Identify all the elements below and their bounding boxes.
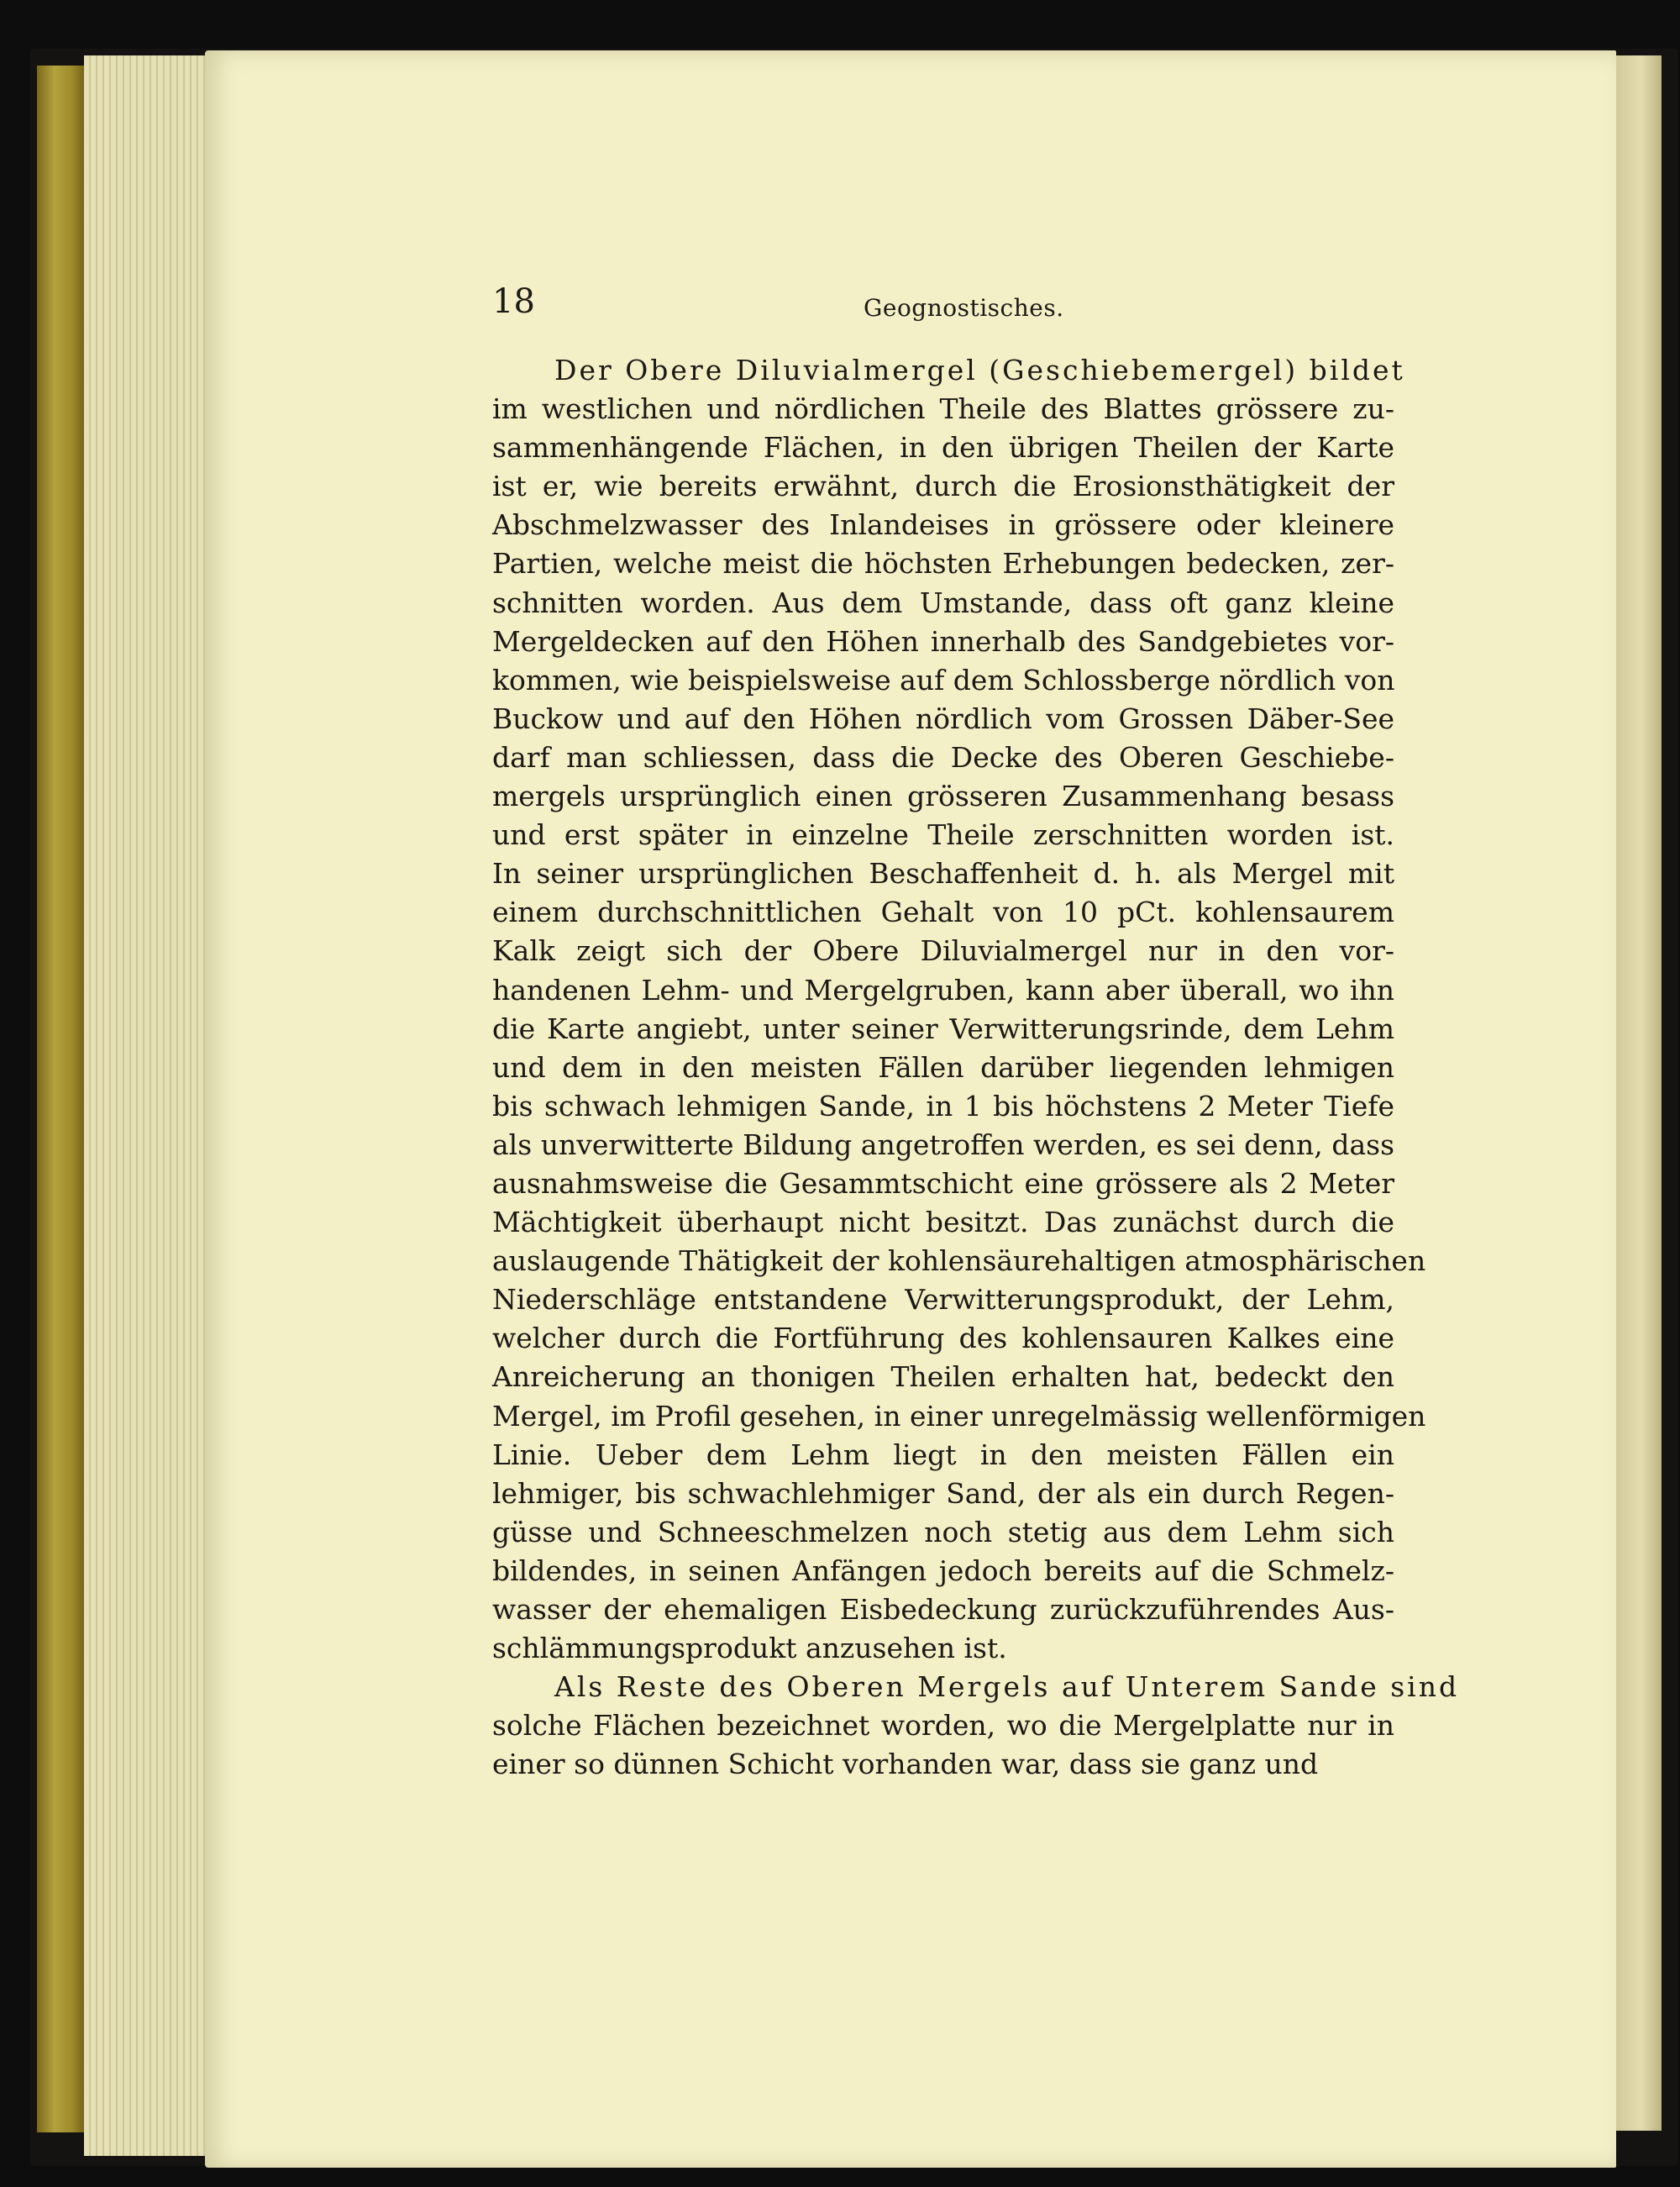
text-line: Anreicherung an thonigen Theilen erhalten hat, bedeckt den: [492, 1360, 1394, 1394]
text-line: einem durchschnittlichen Gehalt von 10 pCt. kohlensaurem: [492, 896, 1394, 929]
body-text: [492, 351, 1460, 1784]
page-number: 18: [492, 282, 535, 321]
paragraph-2: [492, 1668, 1460, 1784]
text-line: wasser der ehemaligen Eisbedeckung zurückzuführendes Aus-: [492, 1593, 1394, 1626]
page-stack: [84, 55, 210, 2156]
running-head-title: Geognostisches.: [864, 294, 1064, 322]
text-line: mergels ursprünglich einen grösseren Zusammenhang besass: [492, 780, 1394, 813]
text-line: darf man schliessen, dass die Decke des Oberen Geschiebe-: [492, 740, 1394, 774]
text-line: einer so dünnen Schicht vorhanden war, dass sie ganz und: [492, 1748, 1319, 1781]
text-line: Linie. Ueber dem Lehm liegt in den meisten Fällen ein: [492, 1438, 1394, 1471]
text-line: bildendes, in seinen Anfängen jedoch bereits auf die Schmelz-: [492, 1554, 1394, 1587]
gilt-page-edge: [37, 66, 87, 2132]
text-line: Als Reste des Oberen Mergels auf Unterem Sande sind: [554, 1670, 1460, 1704]
text-line: Der Obere Diluvialmergel (Geschiebemergel) bildet: [554, 354, 1405, 386]
text-line: Abschmelzwasser des Inlandeises in grössere oder kleinere: [492, 508, 1394, 542]
running-head: [492, 282, 1391, 333]
text-line: welcher durch die Fortführung des kohlensauren Kalkes eine: [492, 1322, 1394, 1355]
text-line: solche Flächen bezeichnet worden, wo die Mergelplatte nur in: [492, 1709, 1394, 1743]
text-line: Partien, welche meist die höchsten Erhebungen bedecken, zer-: [492, 547, 1394, 581]
text-line: sammenhängende Flächen, in den übrigen Theilen der Karte: [492, 431, 1394, 465]
text-line: im westlichen und nördlichen Theile des Blattes grössere zu-: [492, 392, 1394, 426]
text-line: güsse und Schneeschmelzen noch stetig aus dem Lehm sich: [492, 1515, 1394, 1548]
text-line: Niederschläge entstandene Verwitterungsprodukt, der Lehm,: [492, 1283, 1394, 1317]
text-line: kommen, wie beispielsweise auf dem Schlossberge nördlich von: [492, 663, 1395, 697]
text-line: bis schwach lehmigen Sande, in 1 bis höchstens 2 Meter Tiefe: [492, 1089, 1394, 1122]
text-line: und erst später in einzelne Theile zerschnitten worden ist.: [492, 818, 1394, 852]
adjacent-page-edge: [1611, 55, 1662, 2131]
text-line: schlämmungsprodukt anzusehen ist.: [492, 1632, 1007, 1665]
paragraph-1: [492, 351, 1426, 1668]
text-line: die Karte angiebt, unter seiner Verwitterungsrinde, dem Lehm: [492, 1012, 1394, 1045]
text-line: Mergel, im Profil gesehen, in einer unregelmässig wellenförmigen: [492, 1399, 1426, 1433]
text-line: In seiner ursprünglichen Beschaffenheit d. h. als Mergel mit: [492, 857, 1394, 891]
text-line: lehmiger, bis schwachlehmiger Sand, der als ein durch Regen-: [492, 1476, 1394, 1510]
text-line: Buckow und auf den Höhen nördlich vom Grossen Däber-See: [492, 702, 1394, 735]
text-line: Kalk zeigt sich der Obere Diluvialmergel nur in den vor-: [492, 934, 1394, 968]
text-line: Mergeldecken auf den Höhen innerhalb des Sandgebietes vor-: [492, 624, 1394, 658]
text-line: und dem in den meisten Fällen darüber liegenden lehmigen: [492, 1050, 1394, 1084]
text-line: auslaugende Thätigkeit der kohlensäurehaltigen atmosphärischen: [492, 1244, 1426, 1278]
text-line: schnitten worden. Aus dem Umstande, dass oft ganz kleine: [492, 586, 1394, 619]
text-line: ausnahmsweise die Gesammtschicht eine grössere als 2 Meter: [492, 1166, 1394, 1200]
text-line: Mächtigkeit überhaupt nicht besitzt. Das zunächst durch die: [492, 1206, 1394, 1239]
text-line: ist er, wie bereits erwähnt, durch die Erosionsthätigkeit der: [492, 470, 1394, 503]
text-line: handenen Lehm- und Mergelgruben, kann aber überall, wo ihn: [492, 973, 1394, 1007]
text-line: als unverwitterte Bildung angetroffen werden, es sei denn, dass: [492, 1128, 1394, 1161]
